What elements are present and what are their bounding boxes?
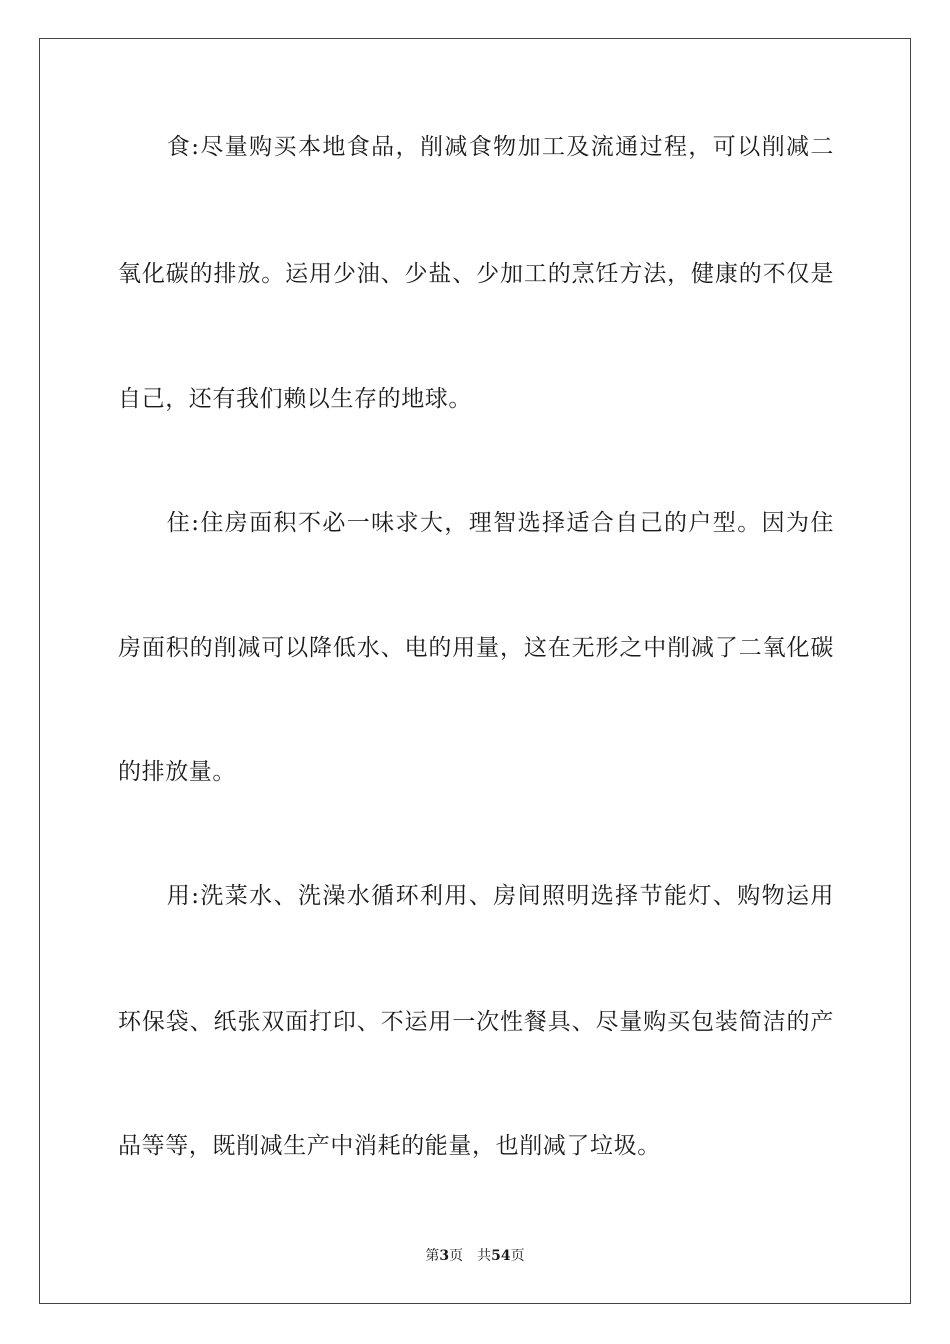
paragraph-food-line-3: 自己，还有我们赖以生存的地球。 [118,386,472,412]
page-border [39,38,911,1304]
paragraph-usage-line-2: 环保袋、纸张双面打印、不运用一次性餐具、尽量购买包装简洁的产 [118,1009,834,1035]
total-suffix: 页 [510,1248,525,1264]
total-prefix: 共 [477,1248,492,1264]
paragraph-usage-line-3: 品等等，既削减生产中消耗的能量，也削减了垃圾。 [118,1133,661,1159]
paragraph-housing-line-2: 房面积的削减可以降低水、电的用量，这在无形之中削减了二氧化碳 [118,635,834,661]
page-prefix: 第 [425,1248,440,1264]
total-page-count: 54 [491,1248,511,1264]
page-suffix: 页 [449,1248,464,1264]
paragraph-housing-line-3: 的排放量。 [118,759,236,785]
paragraph-housing-line-1: 住:住房面积不必一味求大，理智选择适合自己的户型。因为住 [118,510,834,536]
page-footer [0,1247,950,1265]
current-page-number: 3 [439,1248,450,1264]
paragraph-food-line-1: 食:尽量购买本地食品，削减食物加工及流通过程，可以削减二 [118,134,834,160]
paragraph-usage-line-1: 用:洗菜水、洗澡水循环利用、房间照明选择节能灯、购物运用 [118,883,834,909]
paragraph-food-line-2: 氧化碳的排放。运用少油、少盐、少加工的烹饪方法，健康的不仅是 [118,261,834,287]
